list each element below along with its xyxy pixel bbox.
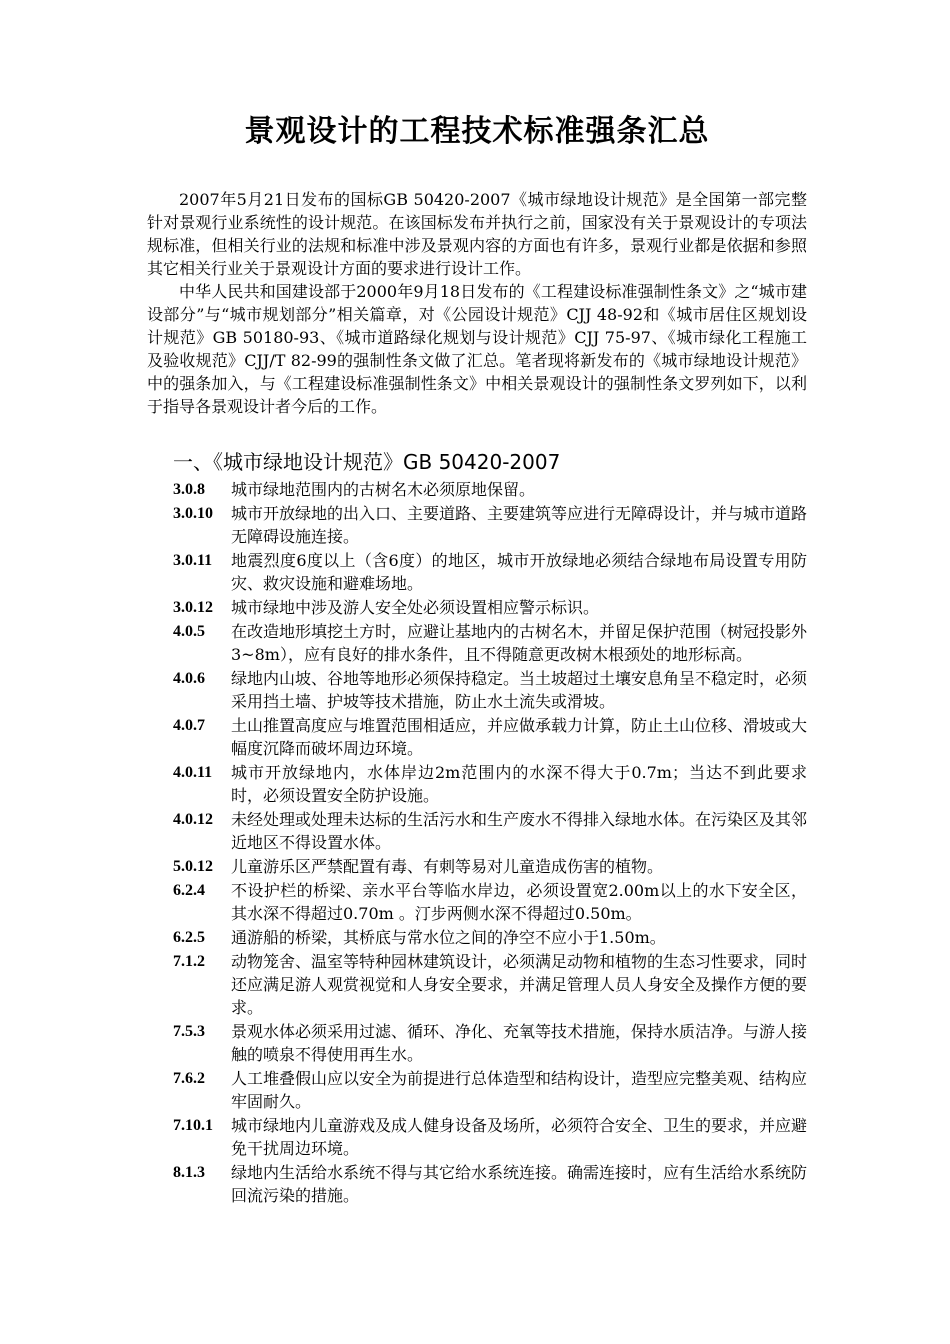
clause-item	[173, 1161, 807, 1207]
document-page	[147, 112, 807, 1208]
clause-text: 动物笼舍、温室等特种园林建筑设计，必须满足动物和植物的生态习性要求，同时还应满足游人观赏视觉和人身安全要求，并满足管理人员人身安全及操作方便的要求。	[231, 952, 808, 1017]
clause-item	[173, 1067, 807, 1113]
clause-item	[173, 879, 807, 925]
clause-item	[173, 714, 807, 760]
clause-text: 城市开放绿地内，水体岸边2m范围内的水深不得大于0.7m；当达不到此要求时，必须设置安全防护设施。	[231, 763, 807, 805]
clause-number: 4.0.7	[173, 717, 205, 734]
clause-text: 儿童游乐区严禁配置有毒、有刺等易对儿童造成伤害的植物。	[231, 857, 664, 876]
section-heading: 一、《城市绿地设计规范》GB 50420-2007	[173, 450, 561, 474]
clause-number: 3.0.11	[173, 552, 213, 569]
clause-item	[173, 667, 807, 713]
clause-item	[173, 761, 807, 807]
clause-number: 7.10.1	[173, 1117, 213, 1134]
clause-number: 3.0.12	[173, 599, 213, 616]
clause-item	[173, 926, 807, 949]
clause-item	[173, 549, 807, 595]
clause-number: 7.5.3	[173, 1023, 205, 1040]
clause-item	[173, 1020, 807, 1066]
clause-text: 城市开放绿地的出入口、主要道路、主要建筑等应进行无障碍设计，并与城市道路无障碍设施连接。	[231, 504, 808, 546]
document-title: 景观设计的工程技术标准强条汇总	[244, 114, 710, 149]
clause-text: 通游船的桥梁，其桥底与常水位之间的净空不应小于1.50m。	[231, 928, 666, 947]
clause-number: 3.0.10	[173, 505, 213, 522]
clause-item	[173, 1114, 807, 1160]
clause-number: 4.0.11	[173, 764, 213, 781]
clause-number: 4.0.12	[173, 811, 213, 828]
clause-text: 城市绿地内儿童游戏及成人健身设备及场所，必须符合安全、卫生的要求，并应避免干扰周边环境。	[231, 1116, 808, 1158]
clause-text: 土山推置高度应与堆置范围相适应，并应做承载力计算，防止土山位移、滑坡或大幅度沉降而破坏周边环境。	[231, 716, 808, 758]
clause-text: 城市绿地范围内的古树名木必须原地保留。	[231, 480, 536, 499]
clause-number: 4.0.5	[173, 623, 205, 640]
clause-item	[173, 620, 807, 666]
clause-item	[173, 502, 807, 548]
intro-paragraph-2: 中华人民共和国建设部于2000年9月18日发布的《工程建设标准强制性条文》之“城市建设部分”与“城市规划部分”相关篇章，对《公园设计规范》CJJ 48-92和《城市居住区规划设计规范》GB 50180-93、《城市道路绿化规划与设计规范》CJJ 75-97、《城市绿化工程施工及验收规范》CJJ/T 82-99的强制性条文做了汇总。笔者现将新发布的《城市绿地设计规范》中的强条加入，与《工程建设标准强制性条文》中相关景观设计的强制性条文罗列如下，以利于指导各景观设计者今后的工作。	[147, 282, 807, 416]
clause-text: 未经处理或处理未达标的生活污水和生产废水不得排入绿地水体。在污染区及其邻近地区不得设置水体。	[231, 810, 808, 852]
clause-item	[173, 950, 807, 1019]
clause-item	[173, 478, 807, 501]
clause-number: 4.0.6	[173, 670, 205, 687]
clause-number: 8.1.3	[173, 1164, 205, 1181]
clause-number: 5.0.12	[173, 858, 213, 875]
clause-number: 7.6.2	[173, 1070, 205, 1087]
clause-text: 不设护栏的桥梁、亲水平台等临水岸边，必须设置宽2.00m以上的水下安全区，其水深不得超过0.70m 。汀步两侧水深不得超过0.50m。	[231, 881, 807, 923]
clause-text: 人工堆叠假山应以安全为前提进行总体造型和结构设计，造型应完整美观、结构应牢固耐久。	[231, 1069, 808, 1111]
clause-text: 地震烈度6度以上（含6度）的地区，城市开放绿地必须结合绿地布局设置专用防灾、救灾设施和避难场地。	[231, 551, 807, 593]
clause-text: 绿地内山坡、谷地等地形必须保持稳定。当土坡超过土壤安息角呈不稳定时，必须采用挡土墙、护坡等技术措施，防止水土流失或滑坡。	[231, 669, 808, 711]
intro-paragraph-1: 2007年5月21日发布的国标GB 50420-2007《城市绿地设计规范》是全国第一部完整针对景观行业系统性的设计规范。在该国标发布并执行之前，国家没有关于景观设计的专项法规标准，但相关行业的法规和标准中涉及景观内容的方面也有许多，景观行业都是依据和参照其它相关行业关于景观设计方面的要求进行设计工作。	[147, 190, 807, 278]
clause-item	[173, 596, 807, 619]
clause-text: 景观水体必须采用过滤、循环、净化、充氧等技术措施，保持水质洁净。与游人接触的喷泉不得使用再生水。	[231, 1022, 808, 1064]
clause-number: 6.2.5	[173, 929, 205, 946]
clause-item	[173, 808, 807, 854]
clause-number: 6.2.4	[173, 882, 205, 899]
clause-text: 在改造地形填挖土方时，应避让基地内的古树名木，并留足保护范围（树冠投影外3~8m），应有良好的排水条件，且不得随意更改树木根颈处的地形标高。	[231, 622, 808, 664]
clause-text: 城市绿地中涉及游人安全处必须设置相应警示标识。	[231, 598, 600, 617]
clause-text: 绿地内生活给水系统不得与其它给水系统连接。确需连接时，应有生活给水系统防回流污染的措施。	[231, 1163, 808, 1205]
clause-list	[173, 478, 807, 1207]
clause-number: 7.1.2	[173, 953, 205, 970]
clause-number: 3.0.8	[173, 481, 205, 498]
clause-item	[173, 855, 807, 878]
